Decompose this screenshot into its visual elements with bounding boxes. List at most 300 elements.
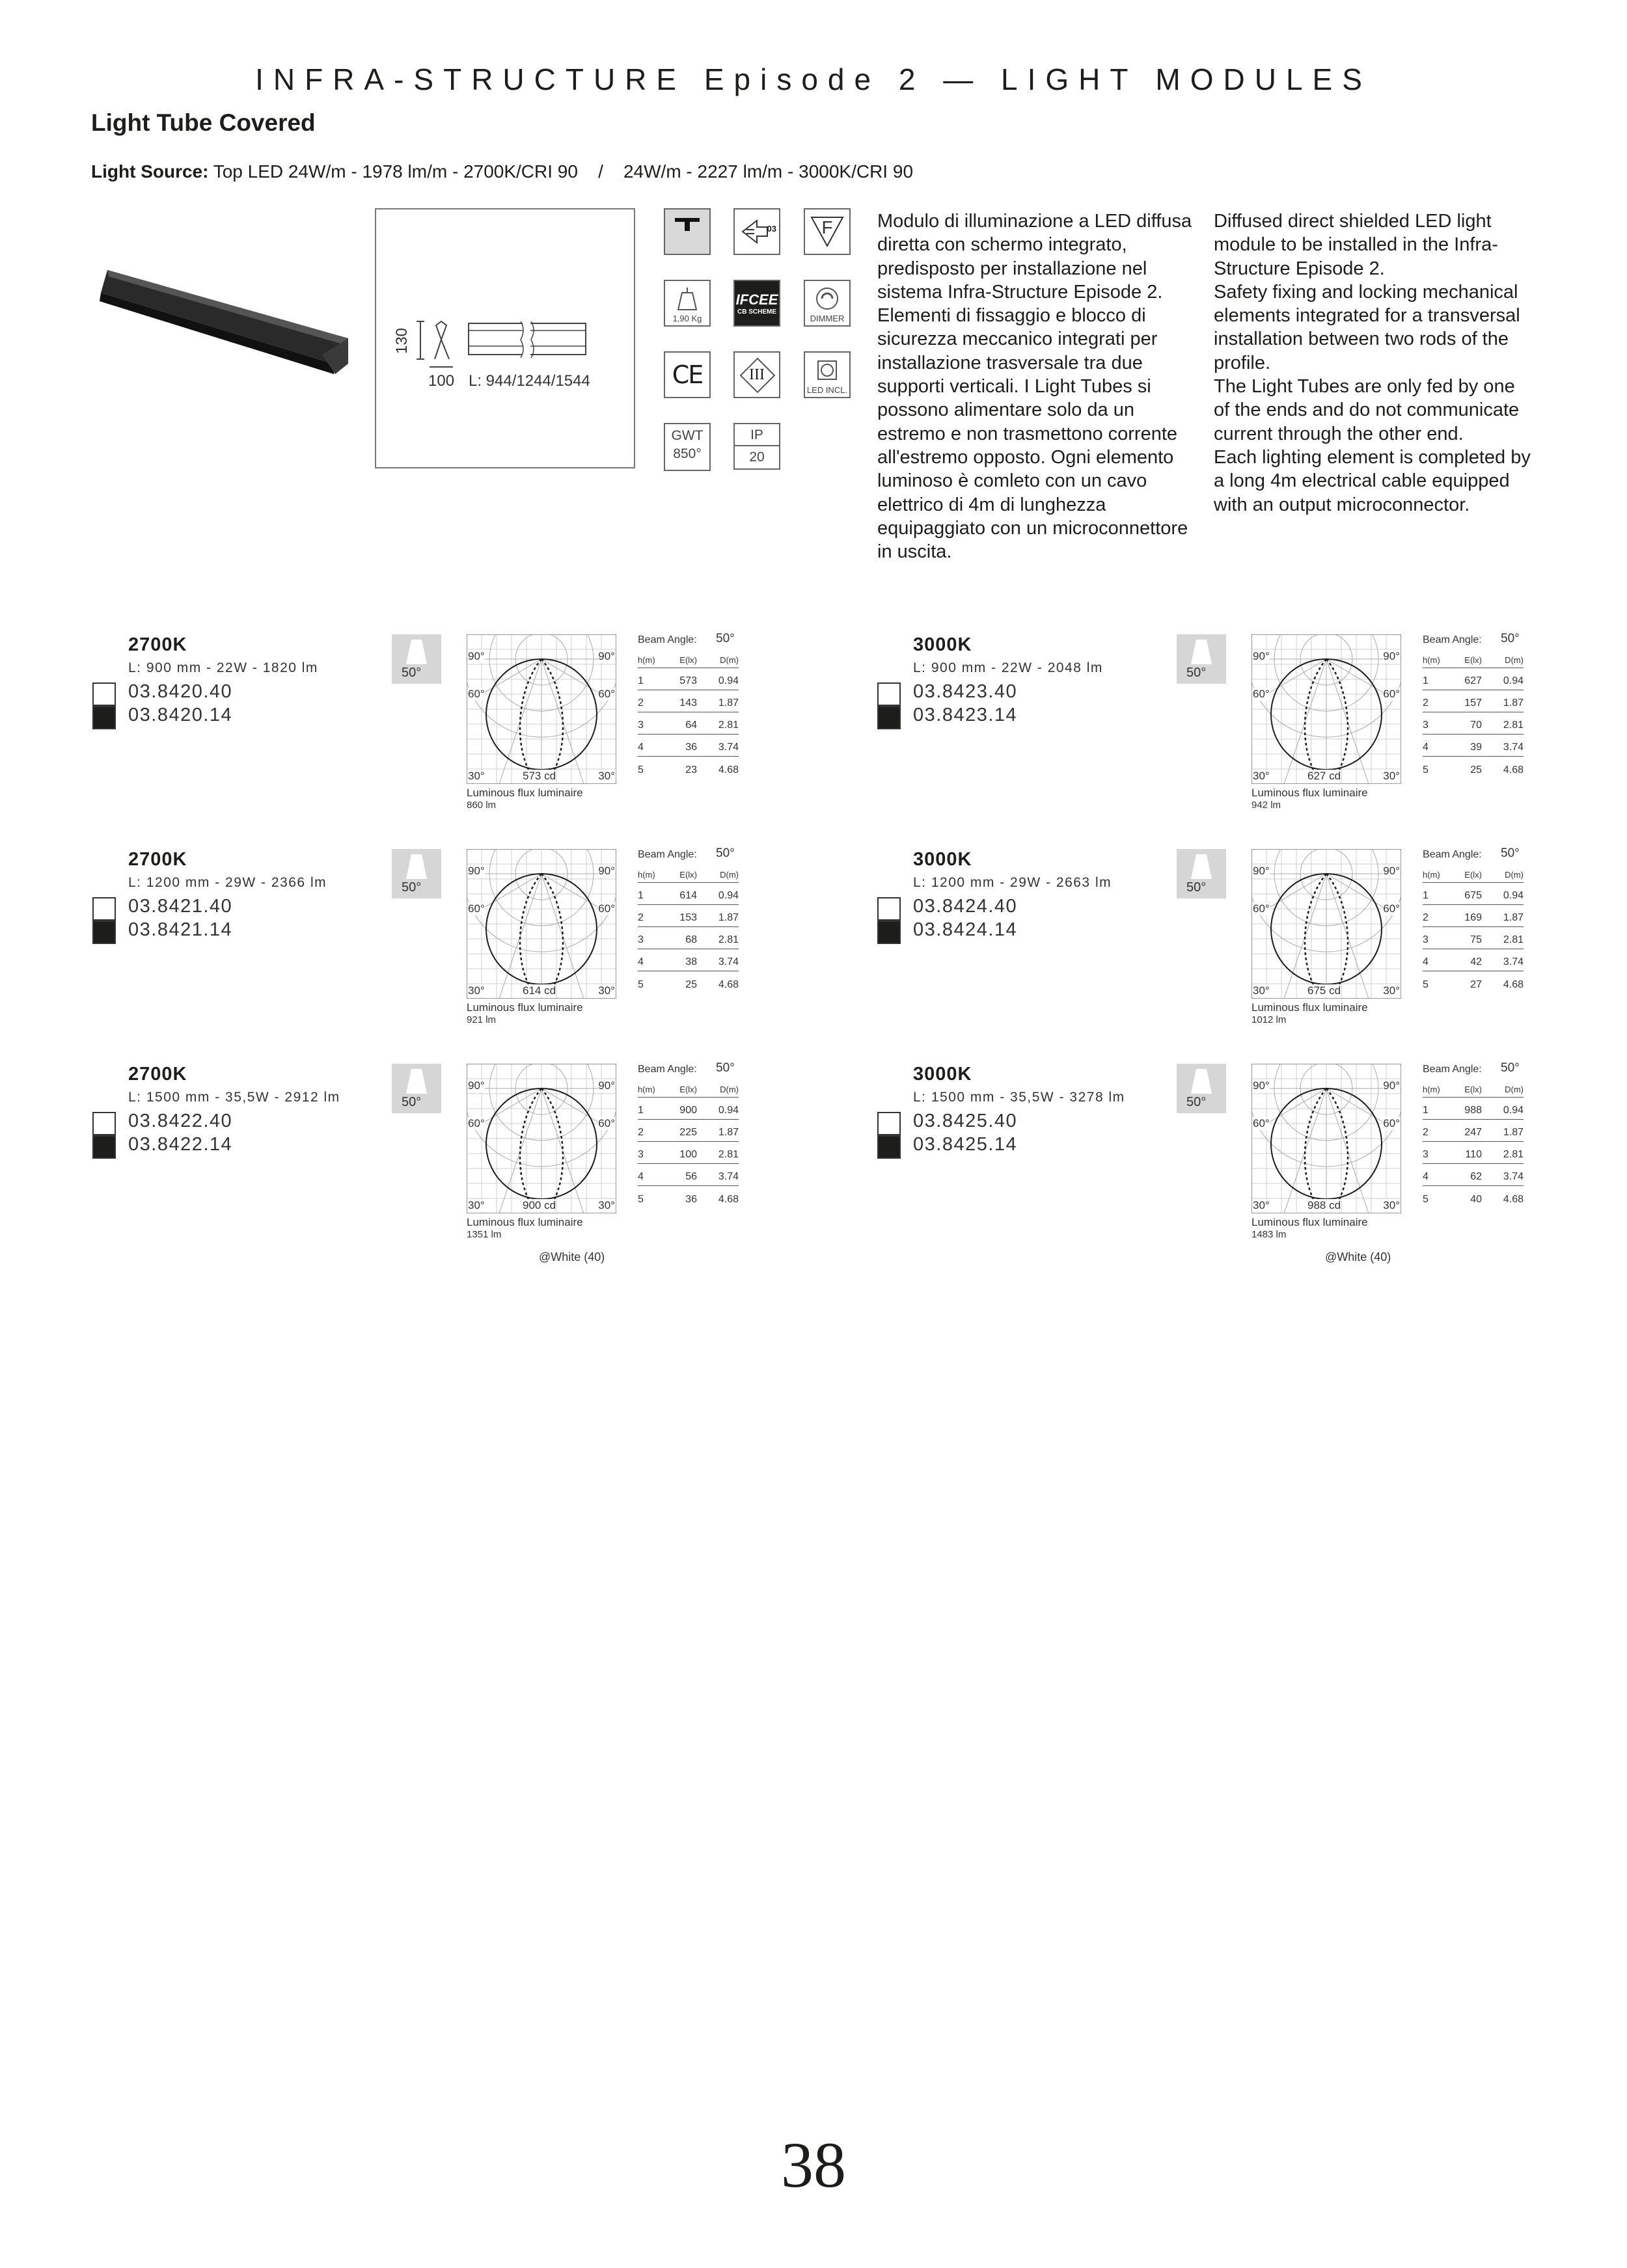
cell-e: 225	[679, 1127, 697, 1138]
cell-e: 169	[1464, 912, 1482, 923]
table-row	[1423, 735, 1524, 757]
page-header: INFRA-STRUCTURE Episode 2 — LIGHT MODULES	[255, 62, 1372, 96]
angle-90-right: 90°	[1383, 650, 1400, 662]
header-e: E(lx)	[679, 870, 697, 880]
light-source-line	[91, 161, 913, 182]
cell-e: 56	[685, 1171, 697, 1182]
angle-60-right: 60°	[598, 902, 615, 915]
header-h: h(m)	[638, 655, 655, 665]
cell-h: 3	[638, 1149, 644, 1160]
beam-angle-value: 50°	[716, 632, 735, 645]
cell-e: 23	[685, 764, 697, 776]
cell-d: 3.74	[1503, 956, 1524, 967]
luminous-flux-value: 1483 lm	[1251, 1229, 1287, 1240]
led-included-caption: LED INCL.	[806, 385, 848, 395]
black-finish-swatch	[92, 921, 116, 944]
black-finish-swatch	[877, 706, 901, 729]
polar-diagram	[1251, 849, 1401, 1025]
code-white: 03.8420.40	[128, 681, 233, 702]
candela-value: 573 cd	[523, 770, 556, 782]
ip-label: IP	[735, 424, 779, 446]
cell-h: 4	[1423, 742, 1429, 753]
angle-30-left: 30°	[1253, 770, 1270, 782]
variant-spec: L: 1500 mm - 35,5W - 2912 lm	[128, 1090, 340, 1105]
cell-h: 5	[638, 764, 644, 776]
table-row	[1423, 949, 1524, 971]
variant-spec: L: 900 mm - 22W - 1820 lm	[128, 660, 318, 675]
angle-60-right: 60°	[1383, 688, 1400, 700]
angle-60-left: 60°	[1253, 1117, 1270, 1129]
cell-e: 157	[1464, 697, 1482, 709]
beam-angle-icon-label: 50°	[1186, 880, 1207, 895]
dimmer-caption: DIMMER	[810, 314, 845, 323]
angle-60-left: 60°	[468, 1117, 485, 1129]
luminous-flux-label: Luminous flux luminaire	[467, 1001, 583, 1014]
angle-60-left: 60°	[468, 688, 485, 700]
variant-block	[877, 846, 1626, 1044]
cell-d: 3.74	[1503, 1171, 1524, 1182]
description-english: Diffused direct shielded LED light module to be installed in the Infra-Structure Episode 2. Safety fixing and locking mechanical elements integrated for a transversal installation between two rods of the profile. The Light Tubes are only fed by one of the ends and do not communicate current through the other end. Each lighting element is completed by a long 4m electrical cable equipped with an output microconnector.	[1214, 211, 1531, 515]
cell-h: 4	[1423, 1171, 1429, 1182]
header-e: E(lx)	[1464, 870, 1482, 880]
white-note-left: @White (40)	[539, 1250, 605, 1263]
cell-d: 0.94	[718, 675, 739, 686]
luminous-flux-value: 860 lm	[467, 800, 497, 811]
cell-e: 40	[1470, 1194, 1482, 1205]
code-black: 03.8424.14	[913, 919, 1018, 940]
cell-d: 0.94	[718, 1105, 739, 1116]
cell-d: 2.81	[718, 1149, 739, 1160]
cell-e: 42	[1470, 956, 1482, 967]
luminous-flux-label: Luminous flux luminaire	[1251, 787, 1368, 799]
variant-spec: L: 1500 mm - 35,5W - 3278 lm	[913, 1090, 1125, 1105]
cell-d: 2.81	[1503, 934, 1524, 945]
cell-h: 1	[638, 675, 644, 686]
luminous-flux-label: Luminous flux luminaire	[1251, 1216, 1368, 1228]
white-finish-swatch	[877, 897, 901, 921]
gwt-box	[664, 423, 711, 471]
table-row	[1423, 927, 1524, 949]
beam-angle-label: Beam Angle:	[638, 1064, 697, 1075]
color-temperature: 2700K	[128, 634, 187, 655]
table-row	[638, 883, 739, 905]
cell-h: 2	[638, 1127, 644, 1138]
angle-30-left: 30°	[468, 1199, 485, 1211]
cell-d: 0.94	[1503, 675, 1524, 686]
table-row	[638, 927, 739, 949]
cell-d: 1.87	[1503, 1127, 1524, 1138]
angle-30-right: 30°	[598, 1199, 615, 1211]
cell-h: 3	[638, 720, 644, 731]
track-mount-icon	[664, 208, 711, 255]
cell-h: 1	[638, 890, 644, 901]
code-black: 03.8420.14	[128, 705, 233, 725]
angle-30-left: 30°	[468, 984, 485, 997]
color-temperature: 3000K	[913, 1064, 972, 1085]
cell-h: 1	[1423, 1105, 1429, 1116]
table-header	[1423, 863, 1524, 883]
angle-30-right: 30°	[1383, 770, 1400, 782]
class-three-icon	[733, 351, 780, 398]
table-row	[1423, 1098, 1524, 1120]
table-row	[638, 1164, 739, 1186]
beam-angle-label: Beam Angle:	[638, 634, 697, 645]
cell-e: 627	[1464, 675, 1482, 686]
cell-e: 675	[1464, 890, 1482, 901]
angle-60-right: 60°	[1383, 902, 1400, 915]
table-row	[638, 1098, 739, 1120]
table-row	[1423, 757, 1524, 779]
beam-angle-value: 50°	[1501, 846, 1520, 860]
cell-d: 4.68	[718, 764, 739, 776]
code-black: 03.8421.14	[128, 919, 233, 940]
header-d: D(m)	[720, 655, 739, 665]
header-h: h(m)	[1423, 1085, 1440, 1094]
header-e: E(lx)	[679, 1085, 697, 1094]
code-white: 03.8424.40	[913, 896, 1018, 917]
polar-diagram	[1251, 1064, 1401, 1240]
cell-h: 1	[1423, 675, 1429, 686]
cell-e: 75	[1470, 934, 1482, 945]
angle-90-right: 90°	[598, 865, 615, 877]
page-number: 38	[781, 2129, 846, 2201]
polar-diagram	[467, 634, 616, 811]
cell-e: 100	[679, 1149, 697, 1160]
variant-block	[92, 1061, 841, 1259]
f-mark-label: F	[821, 217, 833, 237]
luminous-flux-label: Luminous flux luminaire	[467, 787, 583, 799]
cell-h: 3	[1423, 1149, 1429, 1160]
table-row	[638, 1186, 739, 1208]
cell-h: 5	[1423, 764, 1429, 776]
ifcee-label: IFCEE	[735, 291, 778, 308]
cell-d: 1.87	[718, 1127, 739, 1138]
cell-h: 2	[1423, 912, 1429, 923]
angle-90-right: 90°	[598, 650, 615, 662]
beam-angle-value: 50°	[716, 846, 735, 860]
table-row	[1423, 1164, 1524, 1186]
beam-angle-label: Beam Angle:	[1423, 634, 1482, 645]
variant-block	[92, 846, 841, 1044]
angle-60-right: 60°	[598, 1117, 615, 1129]
angle-30-left: 30°	[1253, 984, 1270, 997]
cell-e: 900	[679, 1105, 697, 1116]
cell-e: 27	[1470, 979, 1482, 990]
cell-h: 1	[1423, 890, 1429, 901]
table-header	[638, 863, 739, 883]
luminous-flux-value: 921 lm	[467, 1014, 497, 1025]
cell-e: 39	[1470, 742, 1482, 753]
cell-d: 4.68	[1503, 979, 1524, 990]
cell-e: 110	[1465, 1149, 1482, 1160]
cell-e: 25	[685, 979, 697, 990]
cell-e: 62	[1470, 1171, 1482, 1182]
ifcee-sublabel: CB SCHEME	[737, 308, 776, 316]
header-h: h(m)	[638, 870, 655, 880]
angle-30-right: 30°	[598, 984, 615, 997]
cell-e: 143	[679, 697, 697, 709]
description-italian: Modulo di illuminazione a LED diffusa diretta con schermo integrato, predisposto per installazione nel sistema Infra-Structure Episode 2. Elementi di fissaggio e blocco di sicurezza meccanico integrati per installazione trasversale tra due supporti verticali. I Light Tubes si possono alimentare solo da un estremo e non trasmettono corrente all'estremo opposto. Ogni elemento luminoso è comleto con un cavo elettrico di 4m di lunghezza equipaggiato con un microconnettore in uscita.	[877, 211, 1192, 563]
table-row	[1423, 883, 1524, 905]
cell-d: 2.81	[718, 720, 739, 731]
candela-value: 900 cd	[523, 1199, 556, 1211]
angle-90-left: 90°	[468, 1079, 485, 1092]
gwt-label: GWT	[671, 428, 704, 443]
table-header	[1423, 1078, 1524, 1098]
cell-d: 4.68	[1503, 1194, 1524, 1205]
cell-h: 3	[1423, 720, 1429, 731]
product-photo	[94, 257, 348, 387]
technical-drawing	[375, 208, 635, 468]
cell-e: 988	[1464, 1105, 1482, 1116]
header-d: D(m)	[1505, 1085, 1524, 1094]
header-h: h(m)	[638, 1085, 655, 1094]
color-temperature: 2700K	[128, 849, 187, 870]
color-temperature: 3000K	[913, 849, 972, 870]
table-row	[638, 712, 739, 735]
angle-90-right: 90°	[1383, 865, 1400, 877]
cell-e: 38	[685, 956, 697, 967]
angle-30-right: 30°	[1383, 984, 1400, 997]
black-finish-swatch	[877, 921, 901, 944]
table-row	[1423, 1186, 1524, 1208]
cell-h: 4	[1423, 956, 1429, 967]
polar-diagram	[1251, 634, 1401, 811]
variant-block	[877, 1061, 1626, 1259]
cell-e: 614	[679, 890, 697, 901]
ip-value: 20	[749, 450, 765, 465]
ce-mark-label: CE	[672, 360, 703, 389]
luminous-flux-label: Luminous flux luminaire	[467, 1216, 583, 1228]
class-three-label: III	[749, 366, 765, 383]
cell-h: 4	[638, 1171, 644, 1182]
ce-mark-icon	[664, 351, 711, 398]
black-finish-swatch	[92, 1135, 116, 1159]
angle-60-left: 60°	[468, 902, 485, 915]
cell-d: 0.94	[1503, 1105, 1524, 1116]
cell-h: 5	[638, 1194, 644, 1205]
table-row	[638, 690, 739, 712]
height-dimension: 130	[393, 327, 411, 355]
table-row	[638, 757, 739, 779]
header-e: E(lx)	[1464, 655, 1482, 665]
angle-60-right: 60°	[1383, 1117, 1400, 1129]
cell-e: 247	[1464, 1127, 1482, 1138]
table-header	[638, 1078, 739, 1098]
cell-e: 64	[685, 720, 697, 731]
cell-e: 70	[1470, 720, 1482, 731]
header-e: E(lx)	[1464, 1085, 1482, 1094]
angle-90-left: 90°	[468, 865, 485, 877]
cell-d: 1.87	[718, 912, 739, 923]
code-black: 03.8425.14	[913, 1134, 1018, 1155]
angle-90-left: 90°	[1253, 650, 1270, 662]
cell-d: 0.94	[1503, 890, 1524, 901]
angle-30-right: 30°	[1383, 1199, 1400, 1211]
angle-90-right: 90°	[1383, 1079, 1400, 1092]
table-header	[1423, 649, 1524, 668]
table-row	[638, 1142, 739, 1164]
cell-h: 5	[1423, 1194, 1429, 1205]
polar-diagram	[467, 1064, 616, 1240]
weight-caption: 1,90 Kg	[672, 314, 702, 323]
table-row	[1423, 905, 1524, 927]
beam-angle-icon-label: 50°	[402, 880, 422, 895]
angle-90-left: 90°	[1253, 865, 1270, 877]
angle-30-right: 30°	[598, 770, 615, 782]
white-finish-swatch	[92, 682, 116, 706]
energy-class-label: 03	[767, 224, 776, 234]
code-white: 03.8423.40	[913, 681, 1018, 702]
cell-d: 3.74	[1503, 742, 1524, 753]
luminous-flux-value: 1351 lm	[467, 1229, 502, 1240]
variant-spec: L: 900 mm - 22W - 2048 lm	[913, 660, 1103, 675]
table-row	[1423, 1120, 1524, 1142]
cell-e: 25	[1470, 764, 1482, 776]
white-finish-swatch	[877, 1112, 901, 1135]
table-row	[1423, 690, 1524, 712]
table-row	[638, 1120, 739, 1142]
table-row	[638, 971, 739, 993]
beam-angle-value: 50°	[1501, 1061, 1520, 1075]
cell-d: 2.81	[1503, 720, 1524, 731]
table-row	[638, 735, 739, 757]
ip-rating-box	[733, 423, 780, 470]
beam-angle-label: Beam Angle:	[1423, 1064, 1482, 1075]
candela-value: 627 cd	[1307, 770, 1341, 782]
table-row	[638, 949, 739, 971]
cell-d: 2.81	[1503, 1149, 1524, 1160]
light-source-text: Top LED 24W/m - 1978 lm/m - 2700K/CRI 90 / 24W/m - 2227 lm/m - 3000K/CRI 90	[213, 161, 914, 182]
beam-angle-icon-label: 50°	[1186, 666, 1207, 680]
table-row	[1423, 971, 1524, 993]
code-white: 03.8422.40	[128, 1111, 233, 1131]
cell-e: 573	[679, 675, 697, 686]
candela-value: 614 cd	[523, 984, 556, 997]
cell-h: 2	[1423, 697, 1429, 709]
code-black: 03.8423.14	[913, 705, 1018, 725]
header-e: E(lx)	[679, 655, 697, 665]
beam-angle-value: 50°	[716, 1061, 735, 1075]
black-finish-swatch	[92, 706, 116, 729]
width-dimension: 100	[428, 372, 455, 390]
cell-e: 68	[685, 934, 697, 945]
cell-h: 3	[1423, 934, 1429, 945]
cell-d: 4.68	[1503, 764, 1524, 776]
f-mark-icon	[804, 208, 851, 255]
angle-90-right: 90°	[598, 1079, 615, 1092]
cell-d: 1.87	[1503, 912, 1524, 923]
header-d: D(m)	[720, 1085, 739, 1094]
luminous-flux-value: 1012 lm	[1251, 1014, 1287, 1025]
product-title: Light Tube Covered	[91, 109, 316, 136]
angle-60-right: 60°	[598, 688, 615, 700]
black-finish-swatch	[877, 1135, 901, 1159]
candela-value: 675 cd	[1307, 984, 1341, 997]
cell-h: 2	[638, 912, 644, 923]
table-row	[638, 668, 739, 690]
header-h: h(m)	[1423, 655, 1440, 665]
luminous-flux-label: Luminous flux luminaire	[1251, 1001, 1368, 1014]
white-finish-swatch	[92, 1112, 116, 1135]
cell-d: 0.94	[718, 890, 739, 901]
length-dimension: L: 944/1244/1544	[469, 372, 590, 390]
angle-30-left: 30°	[468, 770, 485, 782]
white-note-right: @White (40)	[1325, 1250, 1391, 1263]
white-finish-swatch	[877, 682, 901, 706]
ifcee-scheme-icon	[733, 280, 780, 327]
variant-spec: L: 1200 mm - 29W - 2663 lm	[913, 875, 1112, 890]
beam-angle-icon-label: 50°	[402, 666, 422, 680]
cell-h: 2	[638, 697, 644, 709]
angle-30-left: 30°	[1253, 1199, 1270, 1211]
variant-spec: L: 1200 mm - 29W - 2366 lm	[128, 875, 327, 890]
light-source-label: Light Source:	[91, 161, 209, 182]
header-d: D(m)	[1505, 655, 1524, 665]
cell-h: 5	[1423, 979, 1429, 990]
code-black: 03.8422.14	[128, 1134, 233, 1155]
white-finish-swatch	[92, 897, 116, 921]
table-row	[1423, 668, 1524, 690]
beam-angle-label: Beam Angle:	[1423, 849, 1482, 860]
angle-60-left: 60°	[1253, 902, 1270, 915]
gwt-value: 850°	[673, 446, 702, 461]
polar-diagram	[467, 849, 616, 1025]
color-temperature: 3000K	[913, 634, 972, 655]
cell-d: 2.81	[718, 934, 739, 945]
cell-d: 3.74	[718, 956, 739, 967]
cell-d: 3.74	[718, 1171, 739, 1182]
cell-h: 1	[638, 1105, 644, 1116]
cell-d: 1.87	[1503, 697, 1524, 709]
cell-e: 36	[685, 742, 697, 753]
variant-block	[92, 634, 841, 830]
code-white: 03.8421.40	[128, 896, 233, 917]
table-header	[638, 649, 739, 668]
cell-h: 2	[1423, 1127, 1429, 1138]
cell-h: 3	[638, 934, 644, 945]
beam-angle-value: 50°	[1501, 632, 1520, 645]
energy-class-icon	[733, 208, 780, 255]
cell-d: 1.87	[718, 697, 739, 709]
table-row	[638, 905, 739, 927]
beam-angle-icon-label: 50°	[402, 1095, 422, 1109]
header-h: h(m)	[1423, 870, 1440, 880]
cell-e: 36	[685, 1194, 697, 1205]
color-temperature: 2700K	[128, 1064, 187, 1085]
beam-angle-label: Beam Angle:	[638, 849, 697, 860]
beam-angle-icon-label: 50°	[1186, 1095, 1207, 1109]
cell-e: 153	[679, 912, 697, 923]
cell-h: 4	[638, 742, 644, 753]
table-row	[1423, 712, 1524, 735]
angle-90-left: 90°	[1253, 1079, 1270, 1092]
luminous-flux-value: 942 lm	[1251, 800, 1281, 811]
cell-d: 3.74	[718, 742, 739, 753]
candela-value: 988 cd	[1307, 1199, 1341, 1211]
cell-h: 4	[638, 956, 644, 967]
cell-d: 4.68	[718, 1194, 739, 1205]
variant-block	[877, 634, 1626, 830]
header-d: D(m)	[720, 870, 739, 880]
cell-d: 4.68	[718, 979, 739, 990]
header-d: D(m)	[1505, 870, 1524, 880]
angle-60-left: 60°	[1253, 688, 1270, 700]
table-row	[1423, 1142, 1524, 1164]
angle-90-left: 90°	[468, 650, 485, 662]
code-white: 03.8425.40	[913, 1111, 1018, 1131]
cell-h: 5	[638, 979, 644, 990]
